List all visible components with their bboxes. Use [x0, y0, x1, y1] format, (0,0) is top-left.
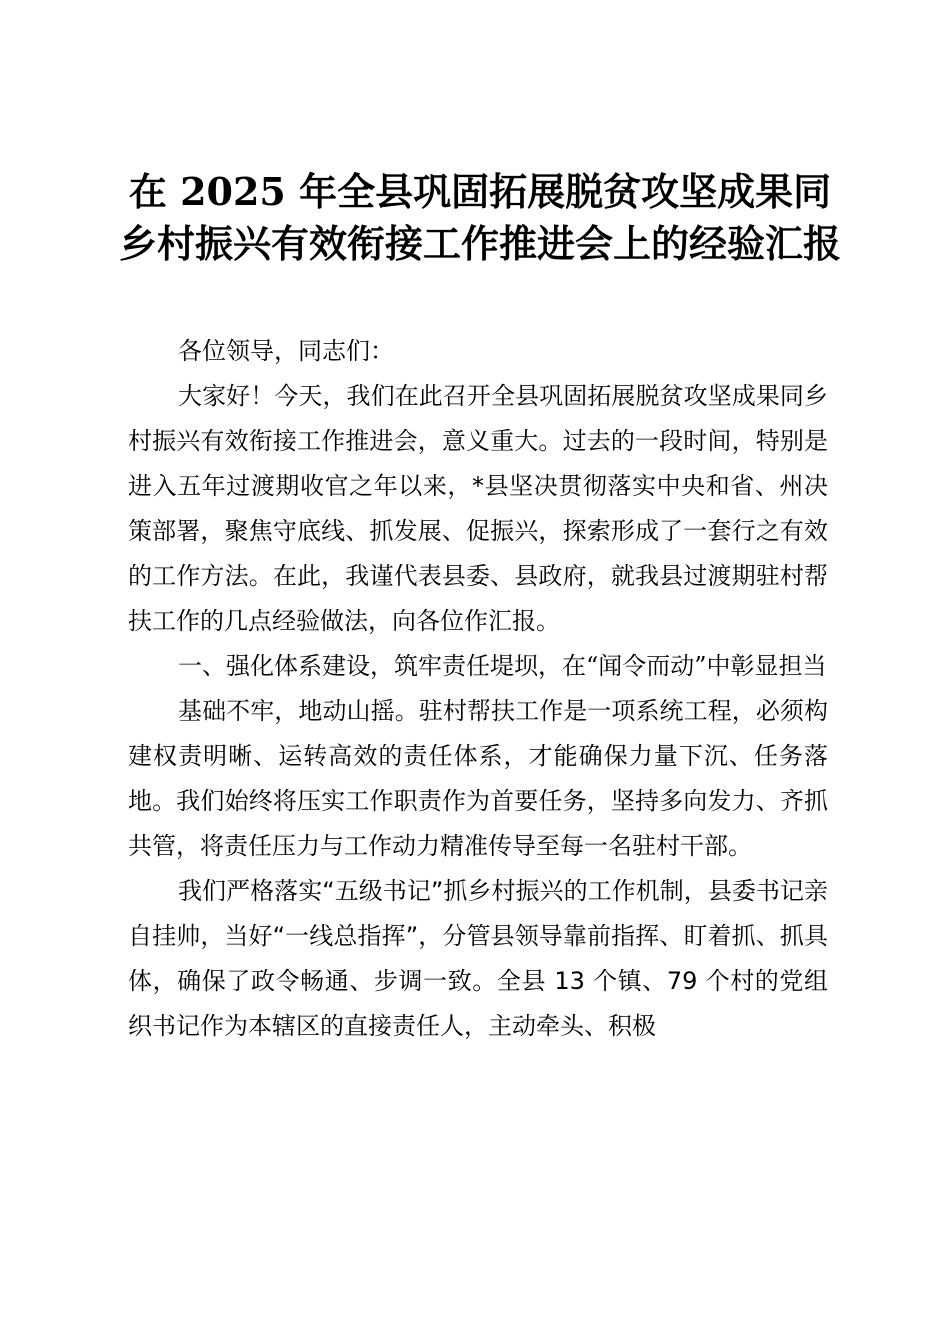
section-1-paragraph-1: 基础不牢，地动山摇。驻村帮扶工作是一项系统工程，必须构建权责明晰、运转高效的责任体系，才能确保力量下沉、任务落地。我们始终将压实工作职责作为首要任务，坚持多向发力、齐抓共管，将责任压力与工作动力精准传导至每一名驻村干部。 [128, 697, 828, 860]
section-1-paragraph-2: 我们严格落实“五级书记”抓乡村振兴的工作机制，县委书记亲自挂帅，当好“一线总指挥”，分管县领导靠前指挥、盯着抓、抓具体，确保了政令畅通、步调一致。全县 13 个镇、79 个村的党组织书记作为本辖区的直接责任人，主动牵头、积极 [128, 877, 828, 1040]
section-heading-1: 一、强化体系建设，筑牢责任堤坝，在“闻令而动”中彰显担当 [178, 652, 827, 680]
document-body [128, 329, 828, 1049]
intro-paragraph: 大家好！今天，我们在此召开全县巩固拓展脱贫攻坚成果同乡村振兴有效衔接工作推进会，意义重大。过去的一段时间，特别是进入五年过渡期收官之年以来，*县坚决贯彻落实中央和省、州决策部署，聚焦守底线、抓发展、促振兴，探索形成了一套行之有效的工作方法。在此，我谨代表县委、县政府，就我县过渡期驻村帮扶工作的几点经验做法，向各位作汇报。 [128, 382, 828, 635]
document-title: 在 2025 年全县巩固拓展脱贫攻坚成果同乡村振兴有效衔接工作推进会上的经验汇报 [118, 169, 841, 266]
salutation: 各位领导，同志们： [178, 337, 394, 365]
